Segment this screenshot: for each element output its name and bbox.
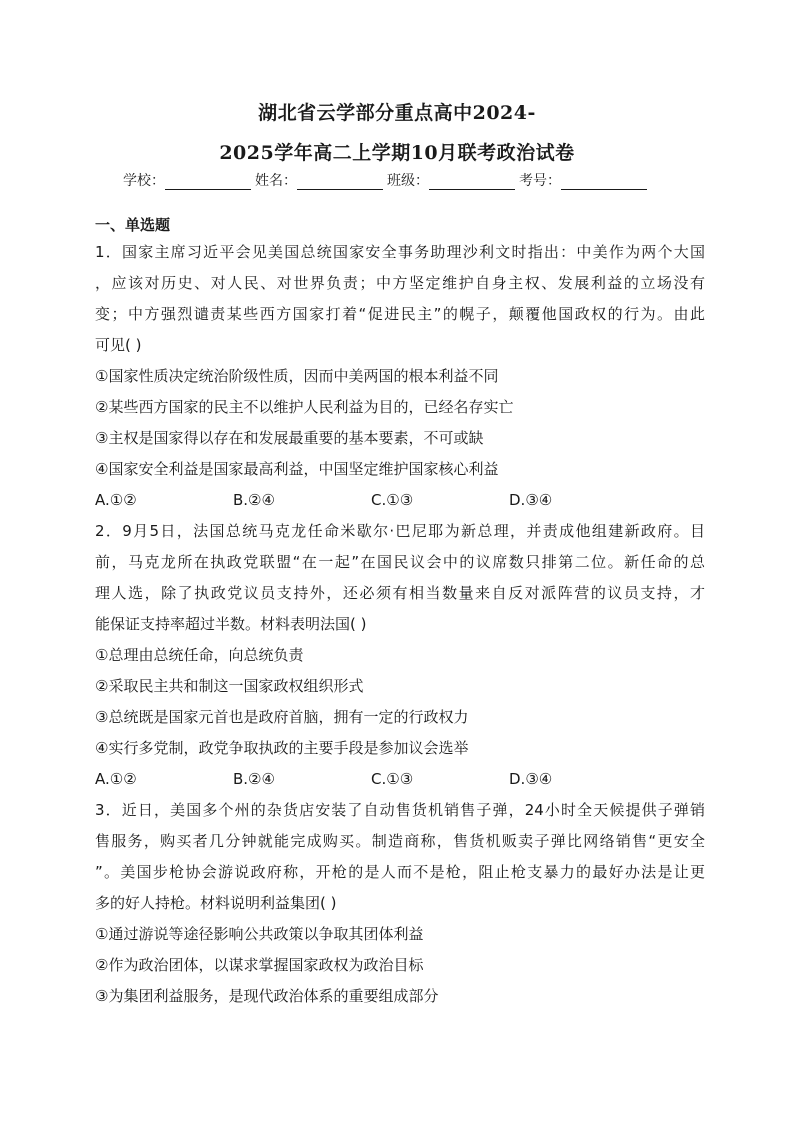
- school-label: 学校：: [123, 173, 165, 189]
- statement-option: ①总理由总统任命，向总统负责: [95, 646, 304, 664]
- question-1: [95, 237, 705, 516]
- section-title: 一、单选题: [95, 216, 171, 234]
- class-label: 班级：: [387, 173, 429, 189]
- statement-option: ②作为政治团体，以谋求掌握国家政权为政治目标: [95, 956, 424, 974]
- choice-c: C.①③: [371, 770, 414, 788]
- question-stem-line: 多的好人持枪。材料说明利益集团( ): [95, 894, 337, 912]
- question-stem-line: 变；中方强烈谴责某些西方国家打着“促进民主”的幌子，颠覆他国政权的行为。由此: [95, 305, 705, 323]
- name-blank: [297, 175, 383, 190]
- exam-content: [95, 213, 705, 1012]
- question-stem-line: ，应该对历史、对人民、对世界负责；中方坚定维护自身主权、发展利益的立场没有: [95, 274, 705, 292]
- exam-title-line1: 湖北省云学部分重点高中2024-: [258, 102, 536, 124]
- statement-option: ④国家安全利益是国家最高利益，中国坚定维护国家核心利益: [95, 460, 499, 478]
- answer-choices: [95, 764, 705, 795]
- question-stem-line: 可见( ): [95, 336, 142, 354]
- statement-option: ①国家性质决定统治阶级性质，因而中美两国的根本利益不同: [95, 367, 499, 385]
- statement-option: ③为集团利益服务，是现代政治体系的重要组成部分: [95, 987, 439, 1005]
- student-info-row: [123, 170, 683, 190]
- statement-option: ④实行多党制，政党争取执政的主要手段是参加议会选举: [95, 739, 469, 757]
- question-stem-line: 理人选，除了执政党议员支持外，还必须有相当数量来自反对派阵营的议员支持，才: [95, 584, 705, 602]
- question-stem-line: ”。美国步枪协会游说政府称，开枪的是人而不是枪，阻止枪支暴力的最好办法是让更: [95, 863, 705, 881]
- choice-d: D.③④: [509, 491, 553, 509]
- statement-option: ③总统既是国家元首也是政府首脑，拥有一定的行政权力: [95, 708, 469, 726]
- answer-choices: [95, 485, 705, 516]
- choice-b: B.②④: [233, 491, 275, 509]
- question-stem-line: 1．国家主席习近平会见美国总统国家安全事务助理沙利文时指出：中美作为两个大国: [95, 243, 705, 261]
- question-stem-line: 3．近日，美国多个州的杂货店安装了自动售货机销售子弹，24小时全天候提供子弹销: [95, 801, 705, 819]
- statement-option: ②采取民主共和制这一国家政权组织形式: [95, 677, 364, 695]
- question-stem-line: 2．9月5日，法国总统马克龙任命米歇尔·巴尼耶为新总理，并责成他组建新政府。目: [95, 522, 705, 540]
- choice-b: B.②④: [233, 770, 275, 788]
- class-blank: [429, 175, 515, 190]
- question-stem-line: 能保证支持率超过半数。材料表明法国( ): [95, 615, 367, 633]
- choice-d: D.③④: [509, 770, 553, 788]
- choice-c: C.①③: [371, 491, 414, 509]
- question-2: [95, 516, 705, 795]
- choice-a: A.①②: [95, 770, 137, 788]
- question-stem-line: 前，马克龙所在执政党联盟“在一起”在国民议会中的议席数只排第二位。新任命的总: [95, 553, 705, 571]
- exam-number-blank: [561, 175, 647, 190]
- name-label: 姓名：: [255, 173, 297, 189]
- exam-number-label: 考号：: [519, 173, 561, 189]
- exam-title-line2: 2025学年高二上学期10月联考政治试卷: [219, 142, 575, 164]
- question-3: [95, 795, 705, 1012]
- statement-option: ①通过游说等途径影响公共政策以争取其团体利益: [95, 925, 424, 943]
- statement-option: ③主权是国家得以存在和发展最重要的基本要素，不可或缺: [95, 429, 484, 447]
- question-stem-line: 售服务，购买者几分钟就能完成购买。制造商称，售货机贩卖子弹比网络销售“更安全: [95, 832, 705, 850]
- school-blank: [165, 175, 251, 190]
- choice-a: A.①②: [95, 491, 137, 509]
- statement-option: ②某些西方国家的民主不以维护人民利益为目的，已经名存实亡: [95, 398, 514, 416]
